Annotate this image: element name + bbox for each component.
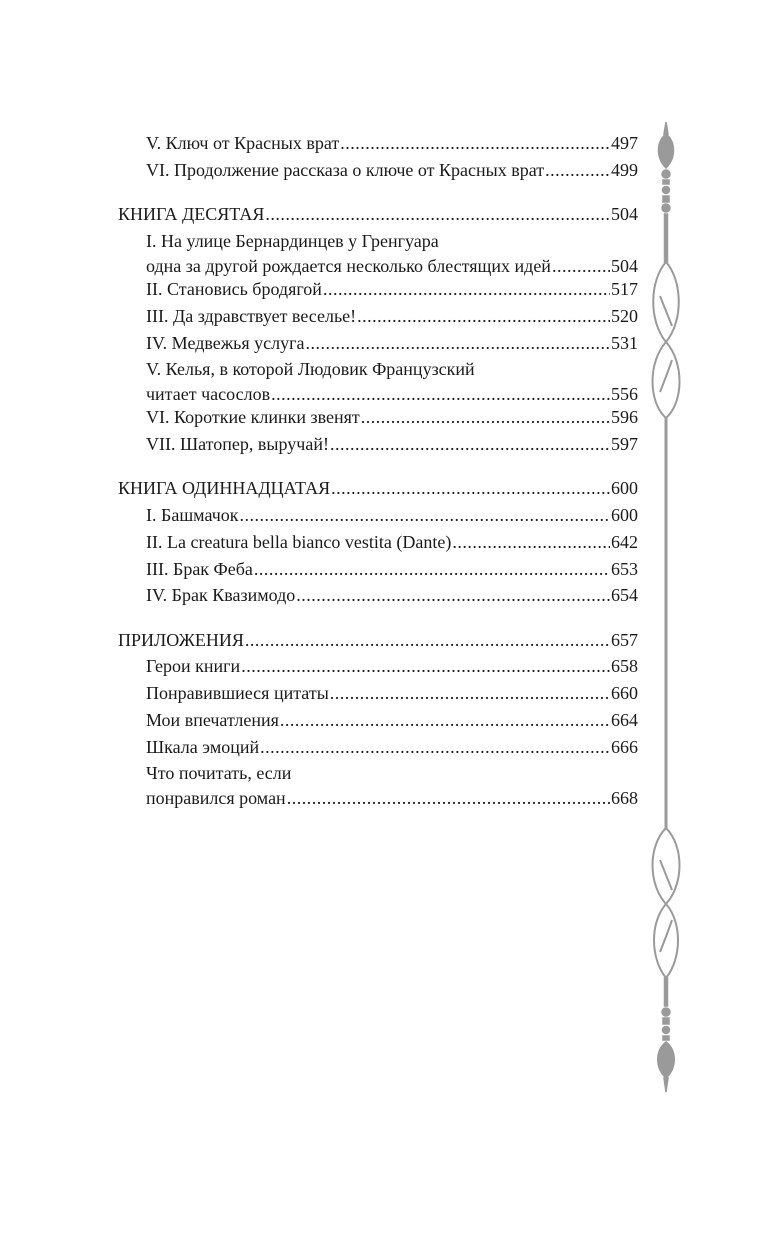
dot-leader <box>245 628 610 653</box>
dot-leader <box>240 503 610 528</box>
toc-entry-3[interactable] <box>146 229 638 279</box>
toc-title: читает часослов <box>146 384 271 404</box>
toc-title-line: I. На улице Бернардинцев у Гренгуара <box>146 231 439 251</box>
toc-page-number: 600 <box>611 505 638 525</box>
toc-title-line: Что почитать, если <box>146 763 292 783</box>
toc-page-number: 642 <box>611 532 638 552</box>
toc-title: Понравившиеся цитаты <box>146 683 329 703</box>
ornament-vertical-flourish-icon <box>646 120 686 1100</box>
toc-book-heading[interactable] <box>118 476 638 501</box>
toc-page-number: 657 <box>611 630 638 650</box>
toc-entry-17[interactable] <box>146 681 638 706</box>
toc-page-number: 600 <box>611 478 638 498</box>
toc-page-number: 504 <box>611 204 638 224</box>
toc-entry-13[interactable] <box>146 557 638 582</box>
toc-title: I. Башмачок <box>146 505 239 525</box>
toc-page-number: 654 <box>611 585 638 605</box>
toc-entry-16[interactable] <box>146 654 638 679</box>
toc-title: III. Да здравствует веселье! <box>146 306 357 326</box>
dot-leader <box>545 158 610 183</box>
toc-page-number: 668 <box>611 788 638 808</box>
toc-title: VII. Шатопер, выручай! <box>146 434 329 454</box>
toc-title-line: V. Келья, в которой Людовик Французский <box>146 359 475 379</box>
toc-book-heading[interactable] <box>118 628 638 653</box>
dot-leader <box>241 654 610 679</box>
toc-title: КНИГА ОДИННАДЦАТАЯ <box>118 478 331 498</box>
toc-entry-14[interactable] <box>146 583 638 608</box>
toc-page-number: 664 <box>611 710 638 730</box>
toc-title: VI. Продолжение рассказа о ключе от Красных врат <box>146 160 545 180</box>
dot-leader <box>260 735 610 760</box>
toc-page-number: 653 <box>611 559 638 579</box>
toc-entry-7[interactable] <box>146 357 638 407</box>
toc-page-number: 497 <box>611 133 638 153</box>
dot-leader <box>287 786 610 811</box>
dot-leader <box>306 331 610 356</box>
toc-page-number: 597 <box>611 434 638 454</box>
toc-title: Шкала эмоций <box>146 737 260 757</box>
toc-entry-0[interactable] <box>146 131 638 156</box>
toc-entry-4[interactable] <box>146 277 638 302</box>
toc-title: IV. Медвежья услуга <box>146 333 305 353</box>
toc-title: IV. Брак Квазимодо <box>146 585 296 605</box>
toc-title: одна за другой рождается несколько блестящих идей <box>146 256 551 276</box>
toc-page-number: 517 <box>611 279 638 299</box>
toc-page-number: 520 <box>611 306 638 326</box>
dot-leader <box>330 432 610 457</box>
toc-title: III. Брак Феба <box>146 559 253 579</box>
toc-title: II. La creatura bella bianco vestita (Dante) <box>146 532 452 552</box>
dot-leader <box>552 254 610 279</box>
toc-page-number: 666 <box>611 737 638 757</box>
toc-title: VI. Короткие клинки звенят <box>146 407 360 427</box>
dot-leader <box>361 405 610 430</box>
toc-title: Герои книги <box>146 656 241 676</box>
toc-title: Мои впечатления <box>146 710 279 730</box>
toc-title: V. Ключ от Красных врат <box>146 133 340 153</box>
toc-entry-20[interactable] <box>146 761 638 811</box>
dot-leader <box>271 382 610 407</box>
toc-book-heading[interactable] <box>118 202 638 227</box>
toc-entry-9[interactable] <box>146 432 638 457</box>
toc-entry-19[interactable] <box>146 735 638 760</box>
toc-entry-8[interactable] <box>146 405 638 430</box>
dot-leader <box>330 681 610 706</box>
toc-entry-6[interactable] <box>146 331 638 356</box>
toc-page-number: 660 <box>611 683 638 703</box>
dot-leader <box>357 304 610 329</box>
toc-page-number: 658 <box>611 656 638 676</box>
dot-leader <box>323 277 610 302</box>
dot-leader <box>296 583 610 608</box>
toc-page-number: 499 <box>611 160 638 180</box>
toc-entry-1[interactable] <box>146 158 638 183</box>
dot-leader <box>452 530 610 555</box>
toc-title: ПРИЛОЖЕНИЯ <box>118 630 244 650</box>
dot-leader <box>340 131 610 156</box>
toc-entry-12[interactable] <box>146 530 638 555</box>
dot-leader <box>265 202 610 227</box>
toc-title: понравился роман <box>146 788 286 808</box>
toc-entry-5[interactable] <box>146 304 638 329</box>
dot-leader <box>254 557 610 582</box>
dot-leader <box>331 476 610 501</box>
toc-page-number: 531 <box>611 333 638 353</box>
dot-leader <box>280 708 610 733</box>
toc-entry-18[interactable] <box>146 708 638 733</box>
toc-page-number: 556 <box>611 384 638 404</box>
toc-page-number: 596 <box>611 407 638 427</box>
toc-title: II. Становись бродягой <box>146 279 322 299</box>
toc-entry-11[interactable] <box>146 503 638 528</box>
toc-page-number: 504 <box>611 256 638 276</box>
toc-title: КНИГА ДЕСЯТАЯ <box>118 204 265 224</box>
